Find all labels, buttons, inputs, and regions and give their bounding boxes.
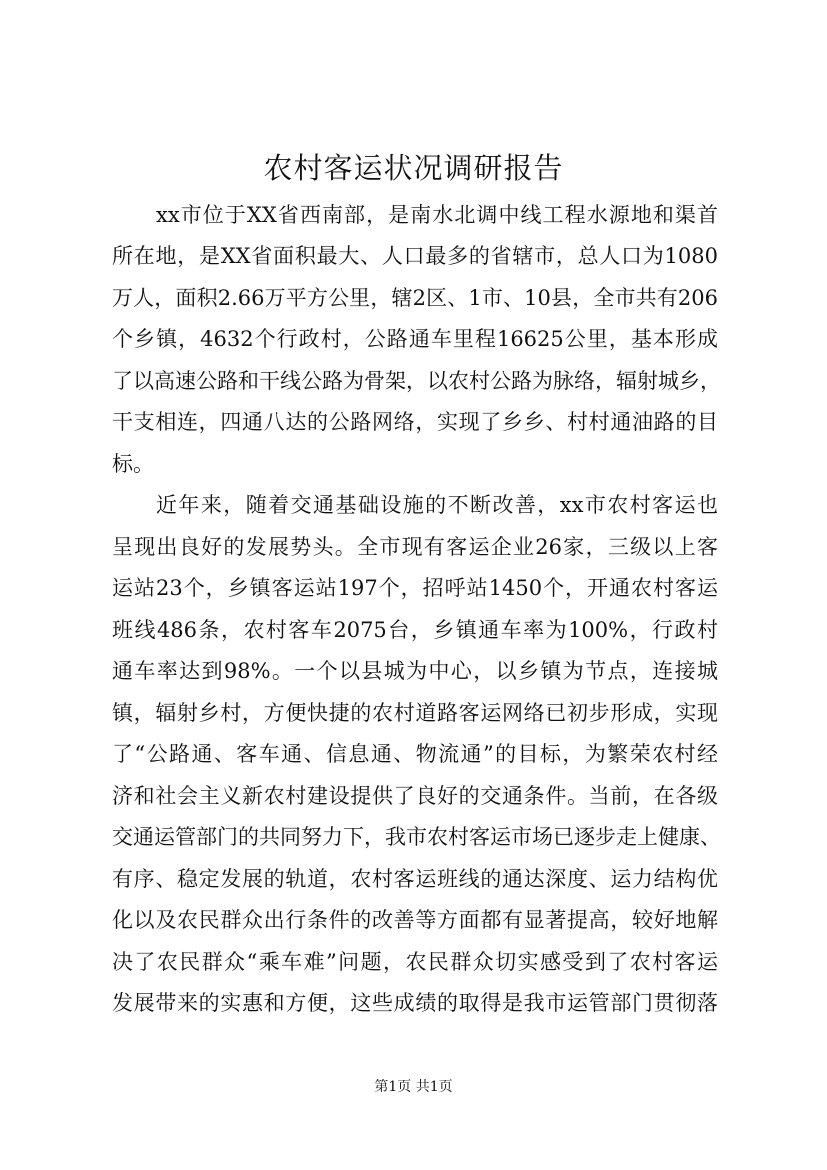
paragraph-line: 运站23个，乡镇客运站197个，招呼站1450个，开通农村客运: [112, 576, 718, 600]
paragraph-line: 有序、稳定发展的轨道，农村客运班线的通达深度、运力结构优: [112, 867, 718, 891]
paragraph-line: 决了农民群众“乘车难”问题，农民群众切实感受到了农村客运: [112, 950, 718, 974]
paragraph-line: 个乡镇，4632个行政村，公路通车里程16625公里，基本形成: [112, 327, 718, 351]
page-footer: 第1页 共1页: [374, 1079, 453, 1095]
paragraph-line: 济和社会主义新农村建设提供了良好的交通条件。当前，在各级: [112, 784, 718, 808]
paragraph-line: 班线486条，农村客车2075台，乡镇通车率为100%，行政村: [112, 618, 718, 642]
document-title: 农村客运状况调研报告: [263, 151, 564, 185]
paragraph-line: 呈现出良好的发展势头。全市现有客运企业26家，三级以上客: [112, 535, 718, 559]
paragraph-line: 通车率达到98%。一个以县城为中心，以乡镇为节点，连接城: [112, 659, 718, 683]
paragraph-line: 所在地，是XX省面积最大、人口最多的省辖市，总人口为1080: [112, 244, 718, 268]
paragraph-line: 镇，辐射乡村，方便快捷的农村道路客运网络已初步形成，实现: [112, 701, 718, 725]
paragraph-line: 标。: [112, 452, 154, 476]
paragraph-line: 发展带来的实惠和方便，这些成绩的取得是我市运管部门贯彻落: [112, 991, 718, 1015]
paragraph-line: 交通运管部门的共同努力下，我市农村客运市场已逐步走上健康、: [112, 825, 721, 849]
paragraph-line: 化以及农民群众出行条件的改善等方面都有显著提高，较好地解: [112, 908, 718, 932]
paragraph-line: xx市位于XX省西南部，是南水北调中线工程水源地和渠首: [156, 203, 718, 227]
paragraph-line: 了以高速公路和干线公路为骨架，以农村公路为脉络，辐射城乡，: [112, 369, 721, 393]
paragraph-line: 万人，面积2.66万平方公里，辖2区、1市、10县，全市共有206: [112, 286, 718, 310]
paragraph-line: 干支相连，四通八达的公路网络，实现了乡乡、村村通油路的目: [112, 410, 718, 434]
paragraph-line: 近年来，随着交通基础设施的不断改善，xx市农村客运也: [156, 493, 718, 517]
paragraph-line: 了“公路通、客车通、信息通、物流通”的目标，为繁荣农村经: [112, 742, 718, 766]
